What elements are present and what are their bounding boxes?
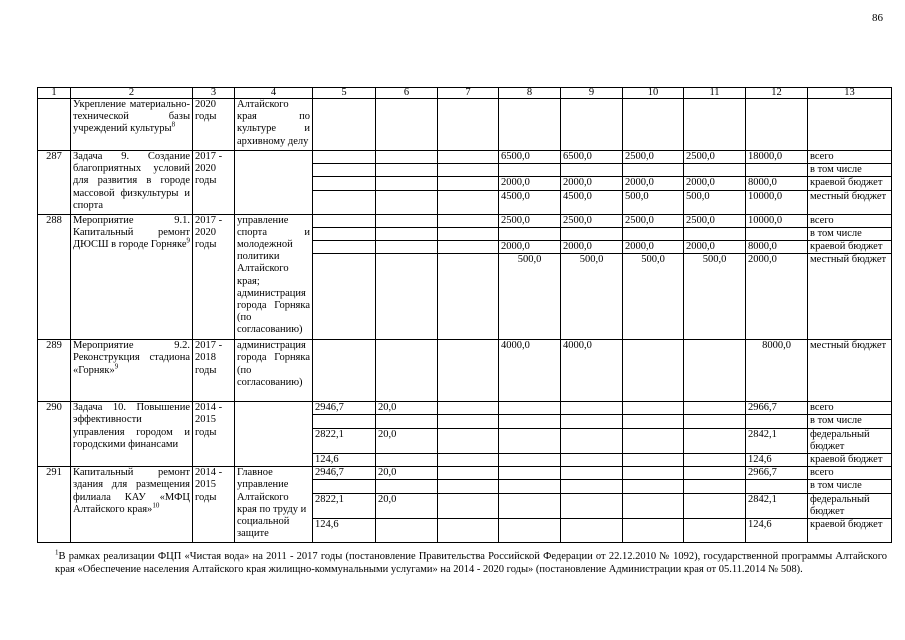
value-cell: 6500,0: [561, 151, 623, 164]
activity-executor: [235, 402, 313, 467]
col-header: 10: [623, 88, 684, 99]
funding-source: краевой бюджет: [808, 241, 892, 254]
value-cell: 2000,0: [623, 241, 684, 254]
value-cell: 2966,7: [746, 467, 808, 480]
col-header: 3: [193, 88, 235, 99]
value-cell: 8000,0: [746, 340, 808, 402]
row-number: 289: [38, 340, 71, 402]
activity-name: Мероприятие 9.2. Реконструкция стадиона «Горняк»$^9$: [71, 340, 193, 402]
activity-years: 2017 - 2018 годы: [193, 340, 235, 402]
value-cell: 4500,0: [499, 190, 561, 214]
value-cell: 2000,0: [684, 177, 746, 190]
funding-source: краевой бюджет: [808, 177, 892, 190]
funding-source: всего: [808, 214, 892, 227]
col-header: 6: [376, 88, 438, 99]
funding-source: в том числе: [808, 415, 892, 428]
activity-executor: управление спорта и молодежной политики Алтайского края; администрация города Горняка (по согласованию): [235, 214, 313, 340]
value-cell: 18000,0: [746, 151, 808, 164]
value-cell: 2000,0: [561, 177, 623, 190]
col-header: 7: [438, 88, 499, 99]
value-cell: 2500,0: [561, 214, 623, 227]
value-cell: 2500,0: [684, 151, 746, 164]
activity-executor: администрация города Горняка (по согласованию): [235, 340, 313, 402]
table-row: [38, 467, 892, 480]
col-header: 9: [561, 88, 623, 99]
value-cell: 2822,1: [313, 428, 376, 453]
column-number-row: [38, 88, 892, 99]
value-cell: 2946,7: [313, 467, 376, 480]
footnote: [55, 550, 887, 576]
value-cell: 20,0: [376, 493, 438, 518]
col-header: 13: [808, 88, 892, 99]
value-cell: 2842,1: [746, 493, 808, 518]
activity-name: Мероприятие 9.1. Капитальный ремонт ДЮСШ в городе Горняке$^9$: [71, 214, 193, 340]
funding-source: местный бюджет: [808, 254, 892, 340]
table-row: [38, 214, 892, 227]
value-cell: 8000,0: [746, 241, 808, 254]
value-cell: 2000,0: [499, 241, 561, 254]
value-cell: 500,0: [684, 190, 746, 214]
activity-name: Задача 10. Повышение эффективности управления городом и городскими финансами: [71, 402, 193, 467]
value-cell: 500,0: [623, 190, 684, 214]
table-row: [38, 99, 892, 151]
activity-years: 2014 - 2015 годы: [193, 402, 235, 467]
funding-source: местный бюджет: [808, 190, 892, 214]
value-cell: 6500,0: [499, 151, 561, 164]
value-cell: 2000,0: [561, 241, 623, 254]
value-cell: 500,0: [561, 254, 623, 340]
value-cell: 20,0: [376, 402, 438, 415]
table-row: [38, 402, 892, 415]
value-cell: 10000,0: [746, 214, 808, 227]
funding-source: краевой бюджет: [808, 454, 892, 467]
activity-name: Задача 9. Создание благоприятных условий для развития в городе массовой физкультуры и спорта: [71, 151, 193, 215]
footnote-text: В рамках реализации ФЦП «Чистая вода» на 2011 - 2017 годы (постановление Правительства Российской Федерации от 22.12.2010 № 1092), государственной программы Алтайского края «Обеспечение населения Алтайского края жилищно-коммунальными услугами» на 2014 - 2020 годы» (постановление Администрации края от 05.11.2014 № 508).: [55, 551, 887, 575]
funding-source: местный бюджет: [808, 340, 892, 402]
value-cell: 500,0: [684, 254, 746, 340]
table-row: [38, 340, 892, 402]
row-number: 287: [38, 151, 71, 215]
col-header: 1: [38, 88, 71, 99]
value-cell: 2500,0: [499, 214, 561, 227]
activity-name: Укрепление материально-технической базы учреждений культуры$^8$: [71, 99, 193, 151]
activity-years: 2020 годы: [193, 99, 235, 151]
value-cell: 2500,0: [623, 214, 684, 227]
activity-executor: Алтайского края по культуре и архивному делу: [235, 99, 313, 151]
funding-source: в том числе: [808, 227, 892, 240]
value-cell: 124,6: [746, 519, 808, 543]
row-number: 288: [38, 214, 71, 340]
value-cell: 4000,0: [499, 340, 561, 402]
value-cell: 20,0: [376, 428, 438, 453]
activity-executor: [235, 151, 313, 215]
col-header: 4: [235, 88, 313, 99]
activity-executor: Главное управление Алтайского края по труду и социальной защите: [235, 467, 313, 543]
value-cell: 124,6: [746, 454, 808, 467]
activity-years: 2017 - 2020 годы: [193, 214, 235, 340]
funding-source: в том числе: [808, 480, 892, 493]
value-cell: 2966,7: [746, 402, 808, 415]
value-cell: 2946,7: [313, 402, 376, 415]
row-number: 291: [38, 467, 71, 543]
value-cell: 10000,0: [746, 190, 808, 214]
value-cell: 124,6: [313, 454, 376, 467]
value-cell: 500,0: [623, 254, 684, 340]
activity-years: 2014 - 2015 годы: [193, 467, 235, 543]
footnote-marker: 1: [55, 548, 59, 557]
funding-source: в том числе: [808, 164, 892, 177]
row-number: 290: [38, 402, 71, 467]
col-header: 2: [71, 88, 193, 99]
activity-years: 2017 - 2020 годы: [193, 151, 235, 215]
funding-source: федеральный бюджет: [808, 428, 892, 453]
value-cell: 2500,0: [684, 214, 746, 227]
funding-source: всего: [808, 467, 892, 480]
value-cell: 2000,0: [499, 177, 561, 190]
value-cell: 2500,0: [623, 151, 684, 164]
funding-source: краевой бюджет: [808, 519, 892, 543]
col-header: 12: [746, 88, 808, 99]
value-cell: 8000,0: [746, 177, 808, 190]
value-cell: 2842,1: [746, 428, 808, 453]
col-header: 8: [499, 88, 561, 99]
funding-source: всего: [808, 151, 892, 164]
col-header: 11: [684, 88, 746, 99]
value-cell: 124,6: [313, 519, 376, 543]
program-table: [37, 87, 892, 543]
value-cell: 4000,0: [561, 340, 623, 402]
page-number: 86: [872, 12, 883, 24]
value-cell: 4500,0: [561, 190, 623, 214]
value-cell: 500,0: [499, 254, 561, 340]
value-cell: 20,0: [376, 467, 438, 480]
value-cell: 2000,0: [623, 177, 684, 190]
value-cell: 2000,0: [746, 254, 808, 340]
value-cell: 2822,1: [313, 493, 376, 518]
col-header: 5: [313, 88, 376, 99]
value-cell: 2000,0: [684, 241, 746, 254]
funding-source: федеральный бюджет: [808, 493, 892, 518]
table-row: [38, 151, 892, 164]
activity-name: Капитальный ремонт здания для размещения филиала КАУ «МФЦ Алтайского края»$^{10}$: [71, 467, 193, 543]
funding-source: всего: [808, 402, 892, 415]
